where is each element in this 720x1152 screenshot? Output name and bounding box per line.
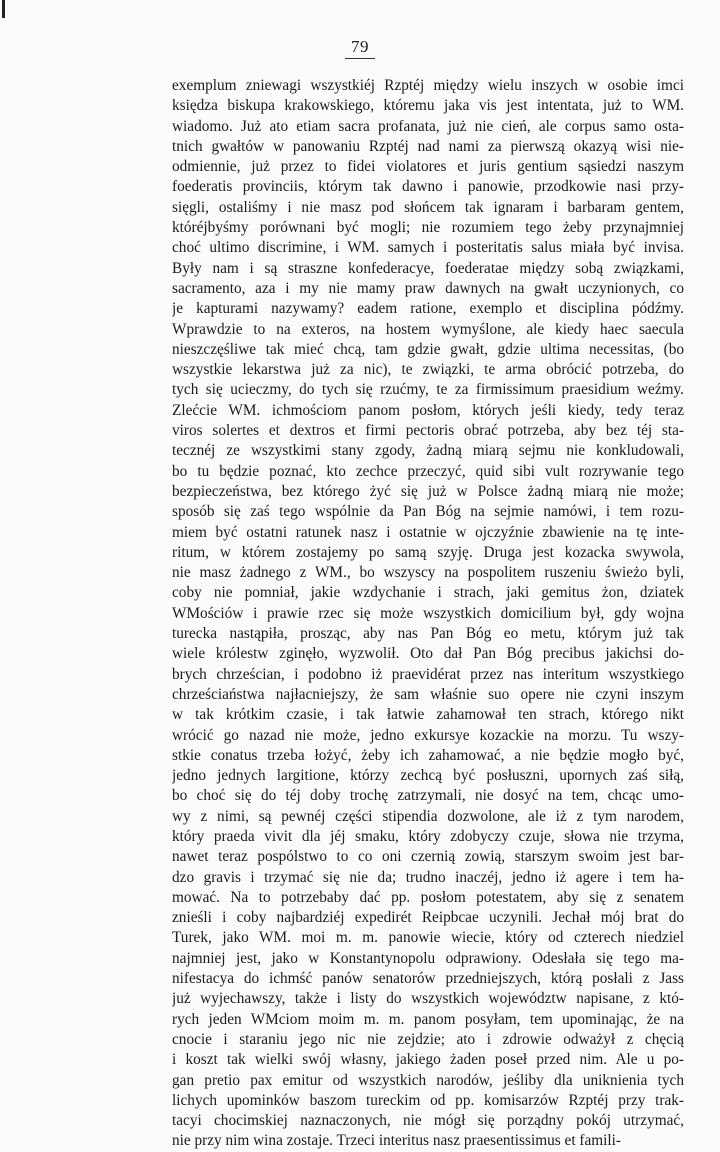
text-line: foederatis provinciis, którym tak dawno i panowie, przodkowie nasi przy- — [172, 178, 684, 196]
text-line: tych się ucieczmy, do tych się rzućmy, te za firmissimum praesidium weźmy. — [172, 381, 684, 399]
text-line: cnocie i staraniu jego nic nie zejdzie; ato i zdrowie odważył z chęcią — [172, 1030, 684, 1048]
text-line: stkie conatus trzeba łożyć, żeby ich zahamować, a nie będzie mogło być, — [172, 746, 684, 764]
text-line: wszystkie lekarstwa już za nic), te związki, te arma obrócić potrzeba, do — [172, 361, 684, 379]
text-line: lichych upominków baszom tureckim od pp. komisarzów Rzptéj przy trak- — [172, 1091, 684, 1109]
text-line: i koszt tak wielki swój własny, jakiego żaden poseł przed nim. Ale u po- — [172, 1051, 684, 1069]
text-line: nawet teraz pospólstwo to co oni czernią zowią, starszym swoim jest bar- — [172, 848, 684, 866]
text-line: tnich gwałtów w panowaniu Rzptéj nad nami za pierwszą okazyą wisi nie- — [172, 137, 684, 155]
page-number-value: 79 — [345, 37, 375, 59]
text-line: nie przy nim wina zostaje. Trzeci interitus nasz praesentissimus et famili- — [172, 1132, 622, 1150]
text-line: znieśli i coby najbardziéj expedirét Reipbcae uczynili. Jechał mój brat do — [172, 909, 684, 927]
text-line: który praeda vivit dla jéj smaku, który zdobyczy czuje, słowa nie trzyma, — [172, 827, 684, 845]
text-line: coby nie pomniał, jakie wzdychanie i strach, jaki gemitus żon, dziatek — [172, 584, 684, 602]
text-line: wiadomo. Już ato etiam sacra profanata, już nie cień, ale corpus samo osta- — [172, 117, 684, 135]
text-line: nieszczęśliwe tak mieć chcą, tam gdzie gwałt, gdzie ultima necessitas, (bo — [172, 340, 684, 358]
text-line: mować. Na to potrzebaby dać pp. posłom potestatem, aby się z senatem — [172, 888, 684, 906]
text-line: któréjbyśmy porównani być mogli; nie rozumiem tego żeby przynajmniej — [172, 219, 684, 237]
text-line: bo tu będzie poznać, kto zechce przeczyć, quid sibi vult rozrywanie tego — [172, 462, 684, 480]
text-line: tacyi chocimskiej naznaczonych, nie mógł się porządny pokój utrzymać, — [172, 1112, 684, 1130]
text-line: WMościów i prawie rzec się może wszystkich domicilium był, gdy wojna — [172, 604, 684, 622]
text-line: wiele królestw zginęło, wyzwolił. Oto dał Pan Bóg precibus jakichsi do- — [172, 645, 684, 663]
text-line: miem być ostatni ratunek nasz i ostatnie w ojczyźnie zbawienie na tę inte- — [172, 523, 684, 541]
page-number — [0, 37, 720, 59]
text-line: sposób się zaś tego wspólnie da Pan Bóg na sejmie namówi, i tem rozu- — [172, 503, 684, 521]
text-line: bezpieczeństwa, bez którego żyć się już w Polsce żadną miarą nie może; — [172, 482, 684, 500]
body-text — [172, 76, 684, 1152]
text-line: bo choć się do téj doby trochę zatrzymali, nie dosyć na tem, chcąc umo- — [172, 787, 684, 805]
text-line: wrócić go nazad nie może, jedno exkursye kozackie na morzu. Tu wszy- — [172, 726, 684, 744]
page-edge-mark — [2, 0, 5, 18]
text-line: nifestacya do ichmść panów senatorów przedniejszych, którą posłali z Jass — [172, 970, 684, 988]
text-line: nie masz żadnego z WM., bo wszyscy na pospolitem ruszeniu świeżo byli, — [172, 564, 684, 582]
text-line: ritum, w którem zostajemy po samą szyję. Druga jest kozacka swywola, — [172, 543, 684, 561]
text-line: viros solertes et dextros et firmi pectoris obrać potrzeba, aby bez téj sta- — [172, 422, 684, 440]
text-line: gan pretio pax emitur od wszystkich narodów, jeśliby dla uniknienia tych — [172, 1071, 684, 1089]
text-line: choć ultimo discrimine, i WM. samych i posteritatis salus miała być invisa. — [172, 239, 684, 257]
text-line: turecka nastąpiła, prosząc, aby nas Pan Bóg eo metu, którym już tak — [172, 625, 684, 643]
text-line: tecznéj ze wszystkimi stany zgody, żadną miarą sejmu nie konkludowali, — [172, 442, 684, 460]
text-line: odmiennie, już przez to fidei violatores et juris gentium sąsiedzi naszym — [172, 158, 684, 176]
text-line: je kapturami nazywamy? eadem ratione, exemplo et disciplina pódźmy. — [172, 300, 684, 318]
text-line: najmniej jest, jako w Konstantynopolu odprawiony. Odesłała się tego ma- — [172, 949, 684, 967]
text-line: brych chrześcian, i podobno iż praevidérat przez nas interitum wszystkiego — [172, 665, 684, 683]
text-line: sacramento, aza i my nie mamy praw dawnych na gwałt uczynionych, co — [172, 279, 684, 297]
text-line: wy z nimi, są pewnéj części stipendia dozwolone, ale iż z tym narodem, — [172, 807, 684, 825]
text-line: chrześciaństwa najłacniejszy, że sam właśnie suo opere nie czyni inszym — [172, 685, 684, 703]
text-line: już wyjechawszy, także i listy do wszystkich województw napisane, z któ- — [172, 990, 684, 1008]
text-line: rych jeden WMciom moim m. m. panom posyłam, tem upominając, że na — [172, 1010, 684, 1028]
text-line: księdza biskupa krakowskiego, któremu jaka vis jest intentata, już to WM. — [172, 97, 684, 115]
text-line: Wprawdzie to na exteros, na hostem wymyślone, ale kiedy haec saecula — [172, 320, 684, 338]
text-line: sięgli, ostaliśmy i nie masz pod słońcem tak ignaram i barbaram gentem, — [172, 198, 684, 216]
text-line: Były nam i są straszne konfederacye, foederatae między sobą związkami, — [172, 259, 684, 277]
text-line: Zlećcie WM. ichmościom panom posłom, których jeśli kiedy, tedy teraz — [172, 401, 684, 419]
text-line: dzo gravis i trzymać się nie da; trudno inaczéj, jedno iż agere i tem ha- — [172, 868, 684, 886]
text-line: jedno jednych largitione, którzy zechcą być posłuszni, upornych zaś siłą, — [172, 767, 684, 785]
text-line: Turek, jako WM. moi m. m. panowie wiecie, który od czterech niedziel — [172, 929, 684, 947]
text-line: w tak krótkim czasie, i tak łatwie zahamował ten strach, którego nikt — [172, 706, 684, 724]
text-line: exemplum zniewagi wszystkiéj Rzptéj między wielu inszych w osobie imci — [172, 77, 684, 94]
